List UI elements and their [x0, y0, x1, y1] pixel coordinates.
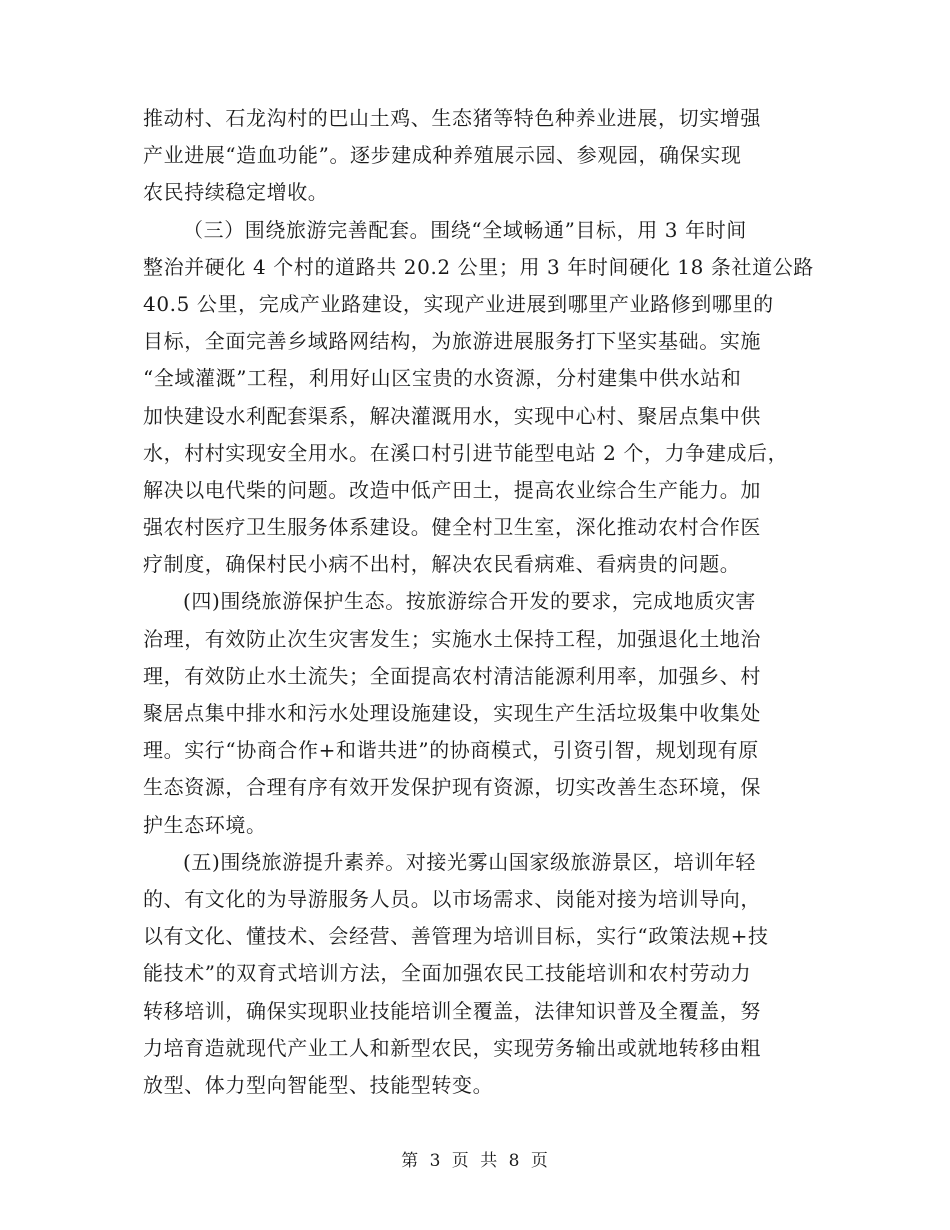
paragraph	[143, 844, 811, 1104]
text-line: (四)围绕旅游保护生态。按旅游综合开发的要求，完成地质灾害	[183, 589, 757, 614]
text-line: 力培育造就现代产业工人和新型农民，实现劳务输出或就地转移由粗	[143, 1035, 761, 1060]
text-line: 聚居点集中排水和污水处理设施建设，实现生产生活垃圾集中收集处	[143, 701, 761, 725]
text-line: 理。实行“协商合作+和谐共进”的协商模式，引资引智，规划现有原	[143, 738, 759, 763]
text-line: 产业进展“造血功能”。逐步建成种养殖展示园、参观园，确保实现	[143, 143, 742, 168]
text-line: 水，村村实现安全用水。在溪口村引进节能型电站 2 个，力争建成后，	[143, 440, 789, 465]
text-line: 理，有效防止水土流失；全面提高农村清洁能源利用率，加强乡、村	[143, 663, 761, 688]
text-line: （三）围绕旅游完善配套。围绕“全域畅通”目标，用 3 年时间	[183, 217, 747, 242]
text-line: 转移培训，确保实现职业技能培训全覆盖，法律知识普及全覆盖，努	[143, 998, 761, 1023]
text-line: 推动村、石龙沟村的巴山土鸡、生态猪等特色种养业进展，切实增强	[143, 106, 761, 130]
text-line: 能技术”的双育式培训方法，全面加强农民工技能培训和农村劳动力	[143, 961, 752, 986]
text-line: 解决以电代柴的问题。改造中低产田土，提高农业综合生产能力。加	[143, 477, 761, 502]
text-line: “全域灌溉”工程，利用好山区宝贵的水资源，分村建集中供水站和	[143, 366, 742, 391]
paragraph	[143, 100, 811, 212]
text-line: 疗制度，确保村民小病不出村，解决农民看病难、看病贵的问题。	[143, 552, 741, 577]
text-line: 目标，全面完善乡域路网结构，为旅游进展服务打下坚实基础。实施	[143, 329, 761, 354]
paragraph	[143, 212, 814, 584]
text-line: 农民持续稳定增收。	[143, 180, 329, 205]
text-line: 生态资源，合理有序有效开发保护现有资源，切实改善生态环境，保	[143, 775, 761, 800]
text-line: 护生态环境。	[143, 812, 267, 837]
text-line: 加快建设水利配套渠系，解决灌溉用水，实现中心村、聚居点集中供	[143, 403, 761, 428]
text-line: 以有文化、懂技术、会经营、善管理为培训目标，实行“政策法规+技	[143, 924, 769, 949]
text-line: 40.5 公里，完成产业路建设，实现产业进展到哪里产业路修到哪里的	[143, 291, 774, 316]
text-line: 整治并硬化 4 个村的道路共 20.2 公里；用 3 年时间硬化 18 条社道公路	[143, 254, 814, 279]
text-line: (五)围绕旅游提升素养。对接光雾山国家级旅游景区，培训年轻	[183, 849, 757, 874]
text-line: 的、有文化的为导游服务人员。以市场需求、岗能对接为培训导向，	[143, 886, 761, 911]
paragraph	[143, 583, 811, 843]
text-line: 治理，有效防止次生灾害发生；实施水土保持工程，加强退化土地治	[143, 626, 761, 651]
text-line: 放型、体力型向智能型、技能型转变。	[143, 1072, 494, 1097]
page-footer: 第 3 页 共 8 页	[401, 1151, 549, 1171]
text-line: 强农村医疗卫生服务体系建设。健全村卫生室，深化推动农村合作医	[143, 515, 761, 540]
document-body	[143, 100, 814, 1104]
